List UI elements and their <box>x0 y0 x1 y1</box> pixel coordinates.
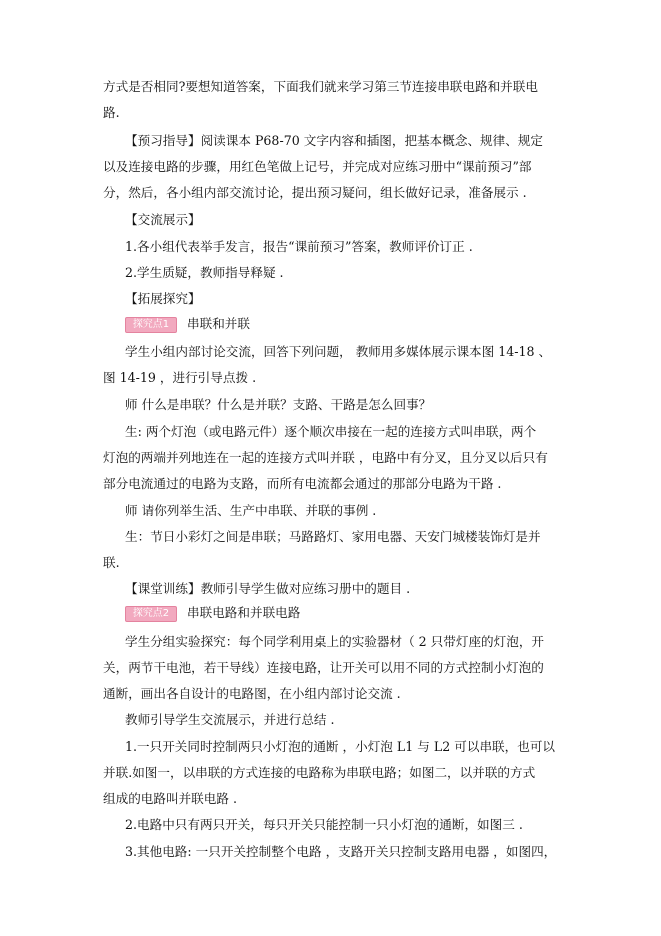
paragraph-line: 以及连接电路的步骤，用红色笔做上记号，并完成对应练习册中“课前预习”部 <box>103 159 532 174</box>
inquiry-title: 串联和并联 <box>187 316 250 331</box>
section-heading: 【交流展示】 <box>125 212 201 227</box>
paragraph-line: 生: 两个灯泡（或电路元件）逐个顺次串接在一起的连接方式叫串联，两个 <box>125 424 537 439</box>
paragraph-line: 师 什么是串联？什么是并联？支路、干路是怎么回事？ <box>125 397 432 412</box>
paragraph-line: 1.各小组代表举手发言，报告“课前预习”答案，教师评价订正 . <box>125 239 473 254</box>
section-heading: 【拓展探究】 <box>125 291 201 306</box>
paragraph-line: 关，两节干电池，若干导线）连接电路，让开关可以用不同的方式控制小灯泡的 <box>103 660 544 675</box>
paragraph-line: 并联.如图一，以串联的方式连接的电路称为串联电路；如图二，以并联的方式 <box>103 765 536 780</box>
paragraph-line: 联. <box>103 555 120 570</box>
paragraph-line: 部分电流通过的电路为支路，而所有电流都会通过的那部分电路为干路 . <box>103 476 502 491</box>
paragraph-line: 分，然后，各小组内部交流讨论，提出预习疑问，组长做好记录，准备展示 . <box>103 185 527 200</box>
paragraph-line: 方式是否相同?要想知道答案，下面我们就来学习第三节连接串联电路和并联电 <box>103 79 538 94</box>
paragraph-line: 师 请你列举生活、生产中串联、并联的事例 . <box>125 503 377 518</box>
paragraph-line: 3.其他电路: 一只开关控制整个电路 ，支路开关只控制支路用电器 ，如图四， <box>125 844 557 859</box>
inquiry-badge: 探究点1 <box>125 317 177 333</box>
paragraph-line: 组成的电路叫并联电路 . <box>103 791 237 806</box>
paragraph-line: 【预习指导】阅读课本 P68-70 文字内容和插图，把基本概念、规律、规定 <box>125 133 544 148</box>
inquiry-heading-1 <box>125 315 250 333</box>
paragraph-line: 路. <box>103 105 120 120</box>
inquiry-heading-2 <box>125 604 300 622</box>
paragraph-line: 1.一只开关同时控制两只小灯泡的通断 ，小灯泡 L1 与 L2 可以串联，也可以 <box>125 739 556 754</box>
paragraph-line: 灯泡的两端并列地连在一起的连接方式叫并联 ，电路中有分叉，且分叉以后只有 <box>103 450 548 465</box>
paragraph-line: 学生分组实验探究：每个同学利用桌上的实验器材（ 2 只带灯座的灯泡，开 <box>125 634 545 649</box>
paragraph-line: 通断，画出各自设计的电路图，在小组内部讨论交流 . <box>103 686 401 701</box>
paragraph-line: 教师引导学生交流展示，并进行总结 . <box>125 712 335 727</box>
paragraph-line: 学生小组内部讨论交流，回答下列问题， 教师用多媒体展示课本图 14-18 、 <box>125 344 552 359</box>
paragraph-line: 2.电路中只有两只开关，每只开关只能控制一只小灯泡的通断，如图三 . <box>125 817 523 832</box>
inquiry-badge: 探究点2 <box>125 606 177 622</box>
paragraph-line: 【课堂训练】教师引导学生做对应练习册中的题目 . <box>125 581 411 596</box>
paragraph-line: 生：节日小彩灯之间是串联；马路路灯、家用电器、天安门城楼装饰灯是并 <box>125 529 541 544</box>
paragraph-line: 2.学生质疑，教师指导释疑 . <box>125 265 284 280</box>
paragraph-line: 图 14-19 ，进行引导点拨 . <box>103 370 257 385</box>
inquiry-title: 串联电路和并联电路 <box>187 605 301 620</box>
